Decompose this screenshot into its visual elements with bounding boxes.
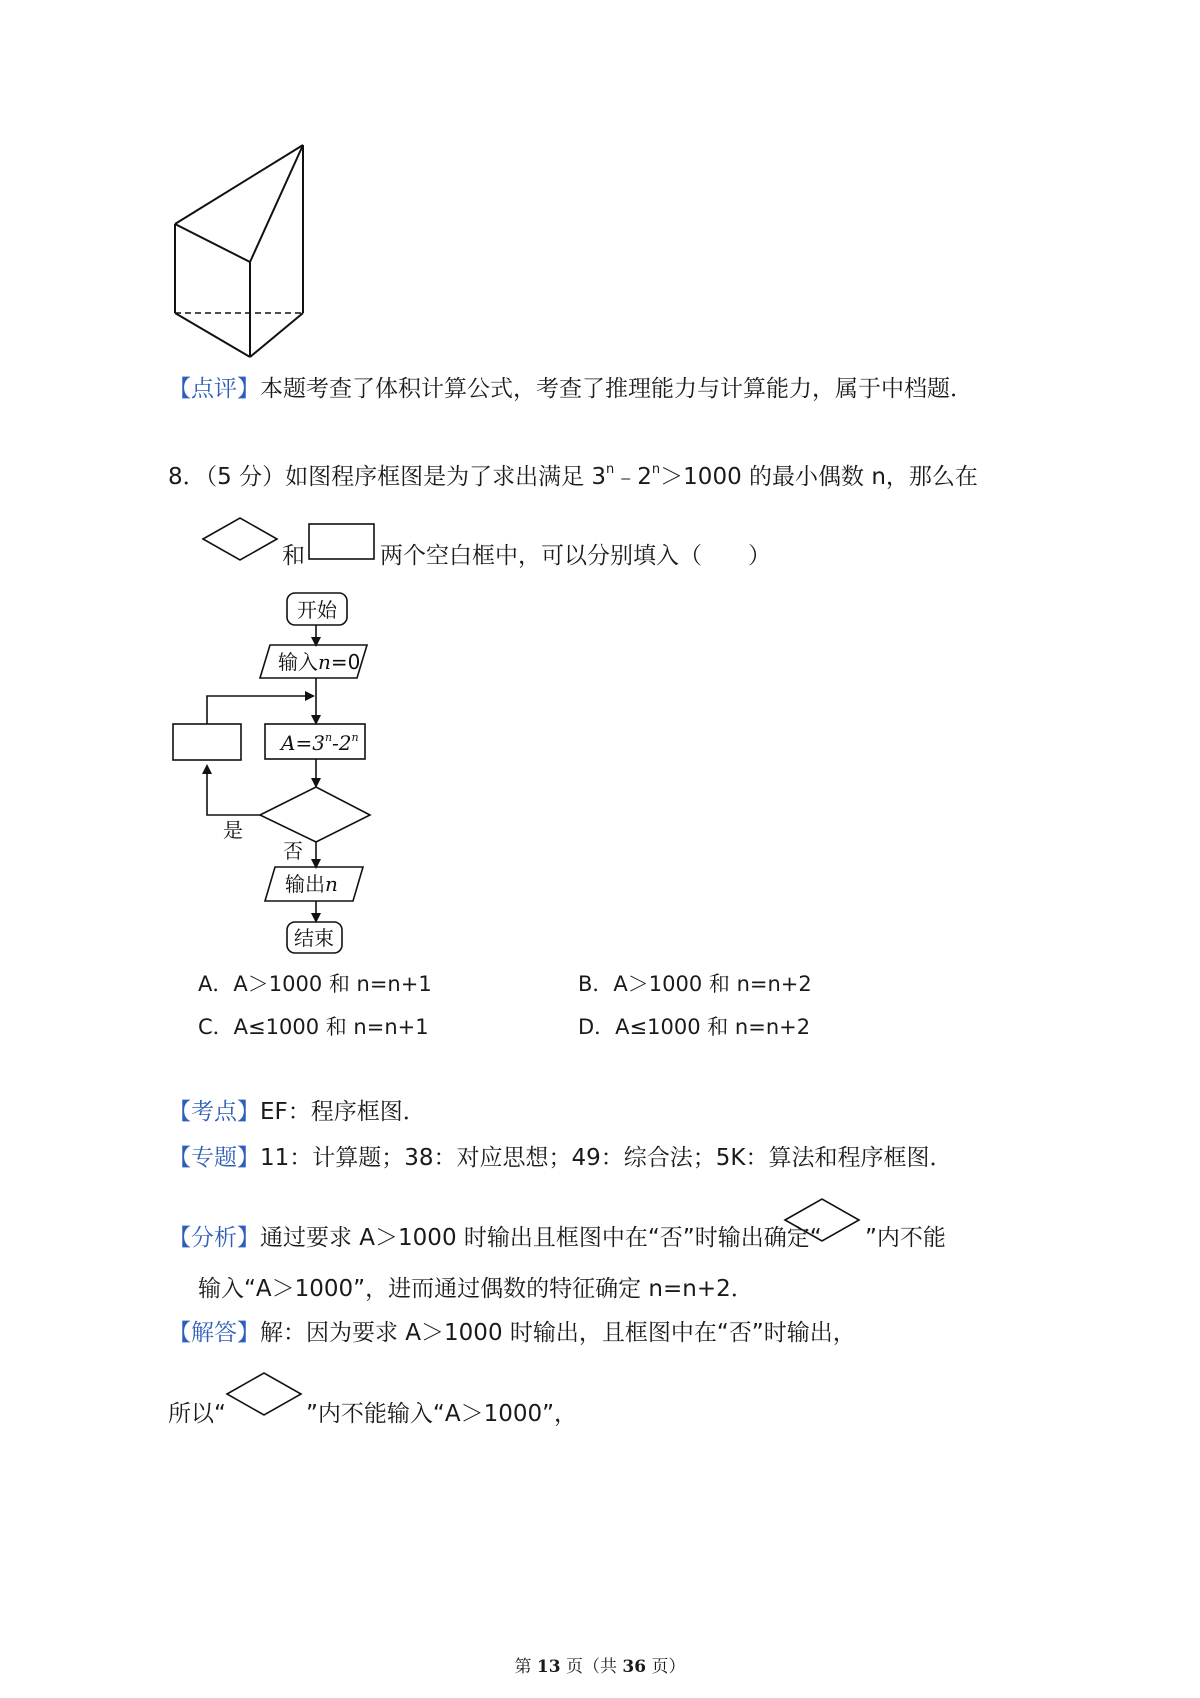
jieda-diamond-icon xyxy=(224,1370,304,1418)
fenxi-diamond-icon xyxy=(782,1196,862,1244)
fenxi-line-1 xyxy=(168,1223,822,1253)
output-label: 输出n xyxy=(285,872,338,896)
end-label: 结束 xyxy=(294,926,334,950)
yes-label: 是 xyxy=(223,818,243,842)
blank-process-box xyxy=(173,724,241,760)
page-number: 13 xyxy=(536,1657,561,1677)
question-exp1: n xyxy=(606,462,615,477)
kaodian-text: EF：程序框图． xyxy=(260,1099,426,1125)
review-text: 本题考查了体积计算公式，考查了推理能力与计算能力，属于中档题． xyxy=(260,376,973,402)
question-suffix: ＞1000 的最小偶数 n，那么在 xyxy=(660,464,978,490)
review-line xyxy=(168,374,973,404)
jieda-text-2: 所以“ xyxy=(168,1401,226,1427)
option-c: C．A≤1000 和 n=n+1 xyxy=(198,1015,429,1039)
assign-label: $A=3^n-2^n$ xyxy=(281,731,359,755)
jieda-text-3: ”内不能输入“A＞1000”， xyxy=(306,1401,578,1427)
option-b: B．A＞1000 和 n=n+2 xyxy=(578,972,812,996)
question-prefix: 8．（5 分）如图程序框图是为了求出满足 3 xyxy=(168,464,607,490)
page-footer: 第 13 页（共 36 页） xyxy=(514,1657,686,1677)
jieda-tag: 【解答】 xyxy=(168,1320,260,1346)
jieda-line-1 xyxy=(168,1318,856,1348)
zhuanti-line xyxy=(168,1143,953,1173)
question-and: 和 xyxy=(282,543,305,569)
page-total: 36 xyxy=(622,1657,647,1677)
start-label: 开始 xyxy=(297,598,337,622)
jieda-text-1: 解：因为要求 A＞1000 时输出，且框图中在“否”时输出， xyxy=(260,1320,856,1346)
rect-blank-icon xyxy=(307,522,377,562)
fenxi-line-2: 输入“A＞1000”，进而通过偶数的特征确定 n=n+2． xyxy=(198,1276,754,1302)
kaodian-tag: 【考点】 xyxy=(168,1099,260,1125)
prism-figure xyxy=(170,140,310,365)
fenxi-text-1: 通过要求 A＞1000 时输出且框图中在“否”时输出确定“ xyxy=(260,1225,822,1251)
decision-diamond xyxy=(260,787,370,842)
question-mid: ﹣2 xyxy=(614,464,652,490)
diamond-blank-icon xyxy=(200,515,280,563)
flowchart xyxy=(165,588,385,958)
option-a: A．A＞1000 和 n=n+1 xyxy=(198,972,432,996)
question-exp2: n xyxy=(651,462,661,477)
fenxi-tag: 【分析】 xyxy=(168,1225,260,1251)
kaodian-line xyxy=(168,1097,426,1127)
review-tag: 【点评】 xyxy=(168,376,260,402)
option-d: D．A≤1000 和 n=n+2 xyxy=(578,1015,811,1039)
question-line-1 xyxy=(168,462,978,492)
zhuanti-text: 11：计算题；38：对应思想；49：综合法；5K：算法和程序框图． xyxy=(260,1145,953,1171)
zhuanti-tag: 【专题】 xyxy=(168,1145,260,1171)
question-line-2: 两个空白框中，可以分别填入（ ） xyxy=(380,543,771,569)
fenxi-text-2: ”内不能 xyxy=(865,1225,946,1251)
no-label: 否 xyxy=(283,839,303,863)
input-label: 输入n=0 xyxy=(278,650,361,674)
